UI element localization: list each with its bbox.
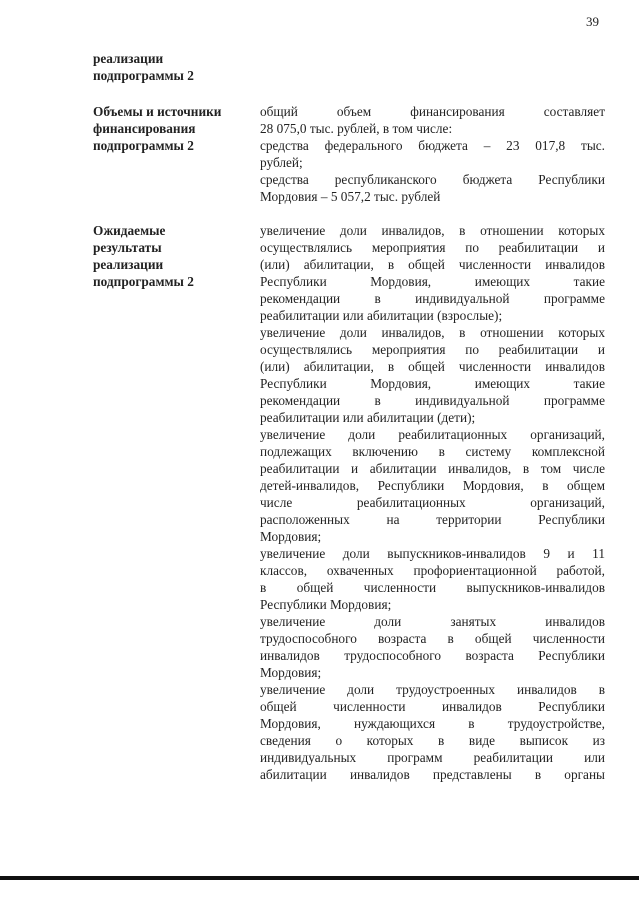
row-content [260,103,605,205]
row-label [93,103,255,154]
text-line: реабилитации или абилитации (дети); [260,410,476,425]
text-line: осуществлялись мероприятия по реабилитации и [260,240,605,255]
text-line: средства республиканского бюджета Республики [260,172,605,187]
text-line: общей численности инвалидов Республики [260,699,605,714]
row-label [93,222,255,290]
text-line: реабилитации и абилитации инвалидов, в том числе [260,461,605,476]
text-line: (или) абилитации, в общей численности инвалидов [260,257,605,272]
text-line: инвалидов трудоспособного возраста Республики [260,648,605,663]
text-line: Республики Мордовия, имеющих такие [260,376,605,391]
text-line: средства федерального бюджета – 23 017,8 тыс. [260,138,605,153]
text-line: индивидуальных программ реабилитации или [260,750,605,765]
label-line: подпрограммы 2 [93,138,194,153]
label-line: результаты [93,240,162,255]
text-line: Мордовия, нуждающихся в трудоустройстве, [260,716,605,731]
label-line: реализации [93,257,164,272]
page-number: 39 [586,14,599,29]
label-line: Ожидаемые [93,223,166,238]
text-line: общий объем финансирования составляет [260,104,605,119]
bottom-scan-bar [0,876,639,880]
text-line: 28 075,0 тыс. рублей, в том числе: [260,121,453,136]
text-line: осуществлялись мероприятия по реабилитации и [260,342,605,357]
text-line: рекомендации в индивидуальной программе [260,291,605,306]
text-line: подлежащих включению в систему комплексной [260,444,605,459]
text-line: Республики Мордовия; [260,597,392,612]
label-line: реализации [93,51,164,66]
text-line: (или) абилитации, в общей численности инвалидов [260,359,605,374]
label-line: подпрограммы 2 [93,68,194,83]
text-line: расположенных на территории Республики [260,512,605,527]
label-line: финансирования [93,121,196,136]
text-line: Мордовия – 5 057,2 тыс. рублей [260,189,441,204]
text-line: Мордовия; [260,665,322,680]
text-line: детей-инвалидов, Республики Мордовия, в общем [260,478,605,493]
label-line: Объемы и источники [93,104,222,119]
text-line: трудоспособного возраста в общей численности [260,631,605,646]
label-line: подпрограммы 2 [93,274,194,289]
text-line: сведения о которых в виде выписок из [260,733,605,748]
text-line: увеличение доли реабилитационных организаций, [260,427,605,442]
text-line: увеличение доли трудоустроенных инвалидов в [260,682,605,697]
text-line: увеличение доли занятых инвалидов [260,614,605,629]
text-line: увеличение доли выпускников-инвалидов 9 и 11 [260,546,605,561]
row-content [260,222,605,783]
text-line: классов, охваченных профориентационной работой, [260,563,605,578]
text-line: увеличение доли инвалидов, в отношении которых [260,223,605,238]
text-line: рекомендации в индивидуальной программе [260,393,605,408]
text-line: числе реабилитационных организаций, [260,495,605,510]
text-line: увеличение доли инвалидов, в отношении которых [260,325,605,340]
text-line: Мордовия; [260,529,322,544]
row-label [93,50,255,84]
text-line: в общей численности выпускников-инвалидов [260,580,605,595]
text-line: абилитации инвалидов представлены в органы [260,767,605,782]
text-line: реабилитации или абилитации (взрослые); [260,308,503,323]
text-line: рублей; [260,155,303,170]
text-line: Республики Мордовия, имеющих такие [260,274,605,289]
